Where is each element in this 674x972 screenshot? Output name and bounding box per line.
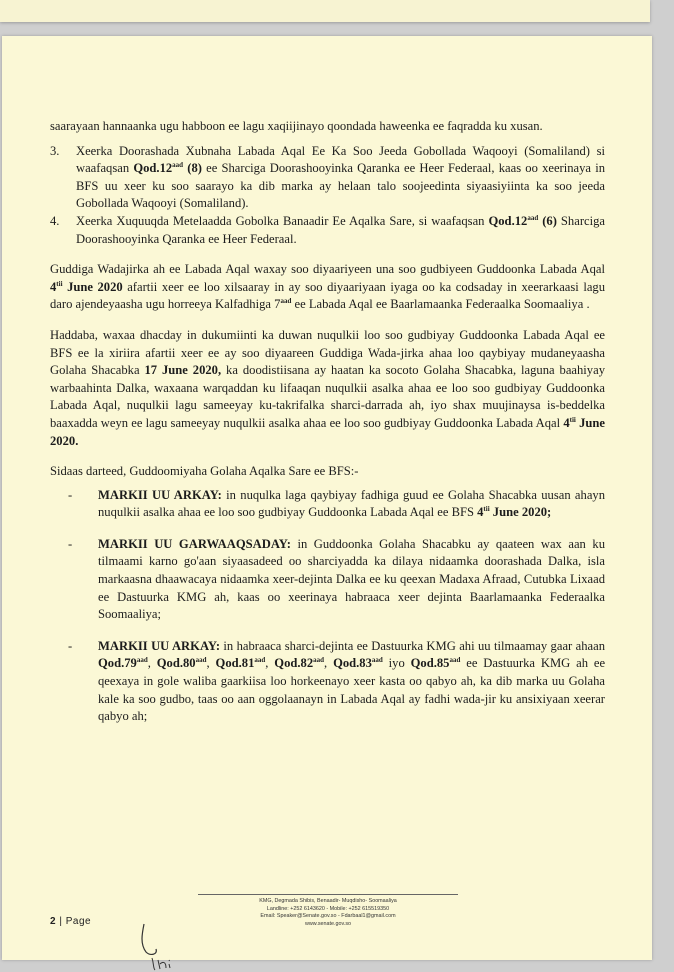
text-run: , [324,656,334,671]
text-run: 4 [50,279,57,294]
bullet-dash: - [68,638,73,653]
text-run: , [265,656,275,671]
superscript: tii [56,279,63,288]
resolution-item-2 [50,536,605,624]
date [477,505,551,519]
text-run: afartii xeer ee loo xilsaaray in ay soo diyaariyaan iyaga oo ka codsaday in xeerarkaasi lagu daro ajendeyaasha ugu horreeya Kalfadhiga 7 [50,279,605,312]
article-ref [274,656,324,670]
text-run: 4 [477,505,484,520]
text-run: Qod.82 [274,656,314,671]
text-run: (6) [538,213,557,228]
text-run: Sharciga Doorashooyinka Qaranka ee Heer Federaal. [76,213,605,246]
paragraph-sidaas: Sidaas darteed, Guddoomiyaha Golaha Aqalka Sare ee BFS:- [50,464,359,479]
text-run: Qod.81 [215,656,255,671]
list-text [76,143,605,213]
superscript: tii [569,415,576,424]
text-run: ee Dastuurka KMG ah ee qeexaya in gole waliba gaarkiisa loo horkeenayo xeer kasta oo qabyo ah, ka dib marka uu Golaha kale ka soo gudbo, taas oo aan oggolaanayn in Labada Aqal ay fadhi wada-jir ku ansixiyaan xeerar qabyo ah; [98,656,606,724]
page-number-separator: | [56,916,66,927]
text-run: ee Labada Aqal ee Baarlamaanka Federaalka Soomaaliya . [291,297,590,312]
continued-paragraph: saarayaan hannaanka ugu habboon ee lagu xaqiijinayo qoondada haweenka ee faqradda ku xusan. [50,119,543,133]
article-ref [411,656,461,670]
text-run: Qod.79 [98,656,137,671]
superscript: aad [527,213,539,222]
text-run: June 2020; [489,505,552,520]
text-run: Xeerka Xuquuqda Metelaadda Gobolka Banaadir Ee Aqalka Sare, si waafaqsan [76,213,489,228]
page-footer [198,894,458,928]
text-run: Xeerka Doorashada Xubnaha Labada Aqal Ee Ka Soo Jeeda Gobollada Waqooyi (Somaliland) si waafaqsan [76,143,605,176]
text-run: ka doodistiisana ay haatan ka socoto Golaha Shacabka, laguna baahiyay warbaahinta Dalka, waxaana warqaddan ku lifaaqan nuqulkii asalka ahaa ee loo soo gudbiyay Guddoonka Labada Aqal, nuqulkii lagu sameeyay ku-takrifalka sharci-darrada ah, iyo shax muujinaysa is-beddelka baaxadda weyn ee lagu sameeyay nuqulkii asalka ahaa ee loo soo gudbiyay Guddoonka Labada Aqal [50,363,605,430]
article-ref [333,656,383,670]
previous-page-edge [0,0,650,22]
text-run: in nuqulka laga qaybiyay fadhiga guud ee Golaha Shacabka uusan ahayn nuqulkii asalka ahaa ee loo soo gudbiyay Guddoonka Labada Aqal ee BFS [98,487,605,520]
text-run: 4 [563,415,570,430]
text-run: Qod.80 [156,656,196,671]
footer-website: www.senate.gov.so [304,920,352,927]
superscript: aad [313,656,325,665]
text-run: in habraaca sharci-dejinta ee Dastuurka KMG ahi uu tilmaamay gaar ahaan [220,638,605,653]
text-run: Qod.12 [133,161,173,176]
paragraph-committee [50,261,605,314]
text-run: Guddiga Wadajirka ah ee Labada Aqal waxay soo diyaariyeen una soo gudbiyeen Guddoonka Labada Aqal [50,262,605,277]
resolution-list [50,487,605,726]
text-run: Qod.83 [333,656,372,671]
text-run: June 2020 [62,279,123,294]
superscript: aad [254,656,266,665]
text-run: Qod.12 [488,213,528,228]
date: 17 June 2020, [144,363,222,378]
text-run: June 2020. [50,415,605,448]
resolution-text [98,638,605,726]
text-run: Haddaba, waxaa dhacday in dukumiinti ka duwan nuqulkii loo soo gudbiyay Guddoonka Labada Aqal ee BFS ee la xiriira afartii xeer ee ay soo diyaareen Guddiga Wada-jirka ahaa loo qaybiyay mudaneyaasha Golaha Shacabka [50,327,605,378]
article-ref [98,656,148,670]
footer-email: Email: Speaker@Senate.gov.so - Fdarbaal1@gmail.com [260,913,396,920]
article-ref [157,656,207,670]
text-run: (8) [183,161,202,176]
article-ref [488,214,556,228]
resolution-heading: MARKII UU ARKAY: [98,638,221,653]
list-item-3 [50,143,605,213]
resolution-text [98,536,605,624]
bullet-dash: - [68,487,73,502]
superscript: aad [136,656,148,665]
superscript: aad [280,297,292,306]
resolution-item-1 [50,487,605,522]
page-number [50,916,91,927]
footer-address: KMG, Degmada Shibis, Benaadir- Muqdisho- Soomaaliya [259,898,397,904]
page-number-label: Page [65,916,92,927]
text-run: in Guddoonka Golaha Shacabku ay qaateen wax aan ku tilmaami karno go'aan siyaasadeed oo sharciyadda ka dilaya nidaamka doorashada Dalka, isla markaasna dhaawacaya nidaamka xeer-dejinta Dalka ee ku qeexan Madaxa Afraad, Cutubka Lixaad ee Dastuurka KMG ah, kaas oo xeerinaya habraaca xeer dejinta Baarlamaanka Federaalka Soomaaliya; [98,536,605,622]
superscript: tii [483,505,490,514]
superscript: aad [195,656,207,665]
list-number: 4. [50,213,60,228]
resolution-heading: MARKII UU GARWAAQSADAY: [98,536,291,551]
bullet-dash: - [68,536,73,551]
article-ref [216,656,266,670]
resolution-item-3 [50,638,605,726]
date [50,280,123,294]
list-number: 3. [50,143,60,158]
list-text [76,213,605,248]
text-run: Qod.85 [410,656,450,671]
text-run: , [206,656,216,671]
resolution-heading: MARKII UU ARKAY: [98,487,222,502]
handwritten-signature [138,922,198,972]
footer-phone: Landline: +252 6143620 - Mobile: +252 615519350 [266,905,390,912]
superscript: aad [371,656,383,665]
article-ref [133,161,202,175]
document-page [2,36,652,960]
page-number-value: 2 [50,916,57,927]
paragraph-haddaba [50,327,605,450]
list-item-4 [50,213,605,248]
text-run: ee Sharciga Doorashooyinka Qaranka ee Heer Federaal, kaas oo xeerinaya in BFS uu xeer ku soo saarayo ka dib marka ay helaan talo soojeedinta siyaasiyiinta ka soo jeeda Gobollada Waqooyi (Somaliland). [76,161,605,211]
document-body [50,118,605,740]
resolution-text [98,487,605,522]
superscript: aad [449,656,461,665]
text-run: iyo [382,656,411,671]
superscript: aad [172,161,184,169]
text-run: , [147,656,157,671]
